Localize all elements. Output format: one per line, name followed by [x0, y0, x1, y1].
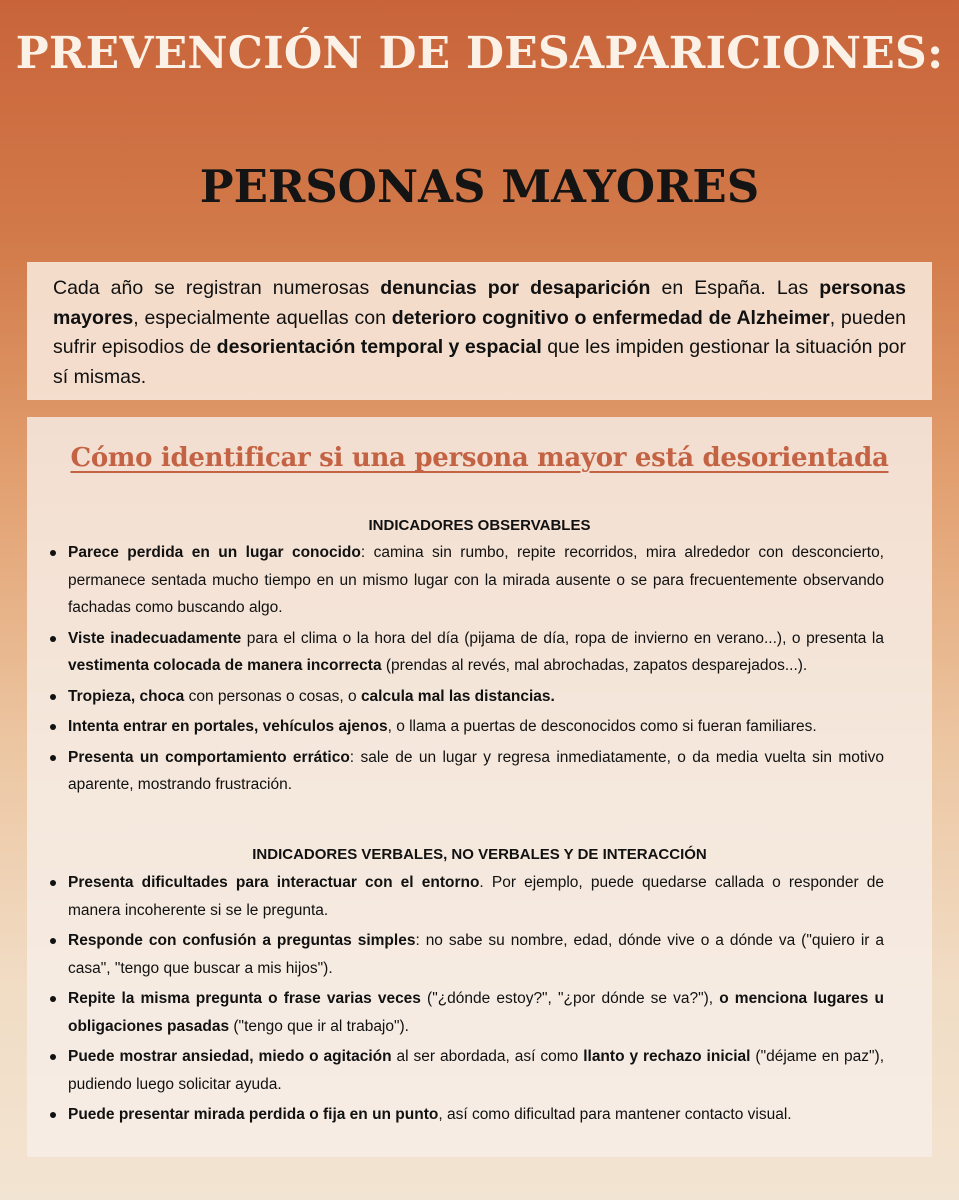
main-subtitle: PERSONAS MAYORES	[199, 160, 760, 213]
intro-bold-4: desorientación temporal y espacial	[216, 336, 542, 358]
intro-box	[27, 262, 932, 400]
item-bold: Tropieza, choca	[68, 687, 185, 705]
list-item	[68, 539, 884, 622]
bullet-icon	[50, 724, 56, 730]
list-item	[68, 1101, 884, 1129]
item-text: , así como dificultad para mantener contacto visual.	[438, 1106, 792, 1123]
item-bold: llanto y rechazo inicial	[583, 1048, 751, 1065]
list-item	[68, 927, 884, 982]
bullet-icon	[50, 636, 56, 642]
list-item	[68, 625, 884, 680]
bullet-icon	[50, 755, 56, 761]
bullet-icon	[50, 880, 56, 886]
bullet-icon	[50, 1054, 56, 1060]
list-item	[68, 1043, 884, 1098]
observables-heading: INDICADORES OBSERVABLES	[368, 517, 591, 534]
item-text: con personas o cosas, o	[184, 687, 361, 705]
main-title: PREVENCIÓN DE DESAPARICIONES:	[15, 28, 944, 79]
item-bold: Puede presentar mirada perdida o fija en un punto	[68, 1106, 439, 1123]
indicators-panel	[27, 417, 932, 1157]
item-text: : no sabe su nombre, edad, dónde vive o a dónde va ("quiero ir a casa", "tengo que buscar a mis hijos").	[68, 932, 884, 977]
bullet-icon	[50, 1112, 56, 1118]
intro-bold-2: personas mayores	[53, 277, 906, 329]
item-text: ("¿dónde estoy?", "¿por dónde se va?"),	[420, 990, 720, 1007]
intro-text-5: que les impiden gestionar la situación por sí mismas.	[53, 336, 907, 388]
item-text: , o llama a puertas de desconocidos como si fueran familiares.	[387, 718, 817, 735]
item-text: (prendas al revés, mal abrochadas, zapatos desparejados...).	[381, 657, 808, 674]
list-item	[68, 985, 884, 1040]
item-text: : sale de un lugar y regresa inmediatamente, o da media vuelta sin motivo aparente, mostrando frustración.	[68, 748, 884, 793]
item-text: ("tengo que ir al trabajo").	[229, 1017, 409, 1035]
item-bold: Intenta entrar en portales, vehículos ajenos	[68, 718, 388, 735]
item-bold: vestimenta colocada de manera incorrecta	[68, 657, 382, 674]
item-bold: Viste inadecuadamente	[68, 629, 242, 647]
intro-text-2: en España. Las	[650, 277, 820, 299]
list-item	[68, 683, 884, 711]
item-bold: Presenta dificultades para interactuar con el entorno	[68, 874, 480, 891]
list-item	[68, 869, 884, 924]
intro-bold-1: denuncias por desaparición	[380, 277, 651, 299]
bullet-icon	[50, 550, 56, 556]
item-text: . Por ejemplo, puede quedarse callada o responder de manera incoherente si se le pregunta.	[68, 874, 884, 919]
item-bold: Presenta un comportamiento errático	[68, 748, 350, 766]
item-bold: calcula mal las distancias.	[360, 687, 555, 705]
item-bold: Repite la misma pregunta o frase varias veces	[68, 990, 421, 1007]
item-text: ("déjame en paz"), pudiendo luego solicitar ayuda.	[68, 1048, 885, 1093]
observables-list	[68, 539, 884, 802]
item-bold: o menciona lugares u obligaciones pasadas	[68, 990, 884, 1035]
verbales-list	[68, 869, 884, 1132]
bullet-icon	[50, 996, 56, 1002]
intro-text-1: Cada año se registran numerosas	[53, 277, 381, 299]
item-bold: Responde con confusión a preguntas simples	[68, 932, 416, 949]
verbales-heading: INDICADORES VERBALES, NO VERBALES Y DE INTERACCIÓN	[252, 846, 707, 863]
item-bold: Puede mostrar ansiedad, miedo o agitación	[68, 1048, 392, 1065]
intro-text-4: , pueden sufrir episodios de	[53, 306, 906, 358]
bullet-icon	[50, 938, 56, 944]
section-heading: Cómo identificar si una persona mayor está desorientada	[70, 443, 889, 473]
list-item	[68, 713, 884, 741]
bullet-icon	[50, 694, 56, 700]
item-text: : camina sin rumbo, repite recorridos, mira alrededor con desconcierto, permanece sentada mucho tiempo en un mismo lugar con la mirada ausente o se para frecuentemente observando fachadas como buscando algo.	[68, 544, 884, 616]
intro-paragraph	[53, 274, 906, 392]
intro-bold-3: deterioro cognitivo o enfermedad de Alzheimer	[391, 306, 830, 329]
list-item	[68, 744, 884, 799]
item-text: al ser abordada, así como	[391, 1048, 584, 1065]
item-bold: Parece perdida en un lugar conocido	[68, 544, 361, 561]
intro-text-3: , especialmente aquellas con	[133, 306, 392, 329]
item-text: para el clima o la hora del día (pijama de día, ropa de invierno en verano...), o presenta la	[241, 629, 884, 647]
